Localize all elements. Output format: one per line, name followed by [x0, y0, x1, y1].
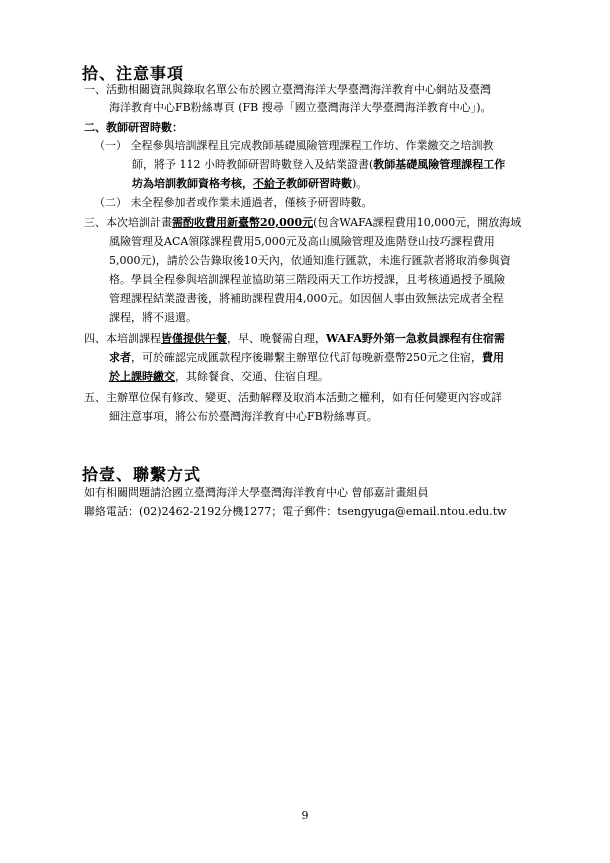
notice-item-2-sub-1-line-3 [132, 177, 367, 191]
contact-line-2: 聯絡電話：(02)2462-2192分機1277；電子郵件：tsengyuga@email.ntou.edu.tw [84, 505, 507, 518]
contact-line-1: 如有相關問題請洽國立臺灣海洋大學臺灣海洋教育中心 曾郁嘉計畫組員 [84, 486, 429, 499]
text-run: )。 [352, 177, 368, 190]
text-run: ，其餘餐食、交通、住宿自理。 [175, 370, 329, 383]
text-run: (包含WAFA課程費用10,000元，開放海域 [313, 216, 522, 229]
bold-text-run: 教師研習時數 [286, 177, 352, 190]
section-11-title: 拾壹、聯繫方式 [82, 465, 202, 484]
notice-item-5-line-1: 五、主辦單位保有修改、變更、活動解釋及取消本活動之權利，如有任何變更內容或詳 [84, 391, 502, 404]
notice-item-3-line-2: 風險管理及ACA領隊課程費用5,000元及高山風險管理及進階登山技巧課程費用 [109, 235, 495, 248]
section-10-title: 拾、注意事項 [82, 64, 185, 83]
page-number: 9 [301, 809, 309, 822]
text-run: ，可於確認完成匯款程序後聯繫主辦單位代訂每晚新臺幣250元之住宿， [131, 351, 482, 364]
notice-item-3-line-3: 5,000元)，請於公告錄取後10天內，依通知進行匯款，未進行匯款者將取消參與資 [109, 254, 511, 267]
notice-item-3-line-4: 格。學員全程參與培訓課程並協助第三階段兩天工作坊授課，且考核通過授予風險 [109, 273, 505, 286]
bold-text-run: 教師基礎風險管理課程工作 [373, 158, 506, 171]
text-run: ，早、晚餐需自理， [227, 332, 326, 345]
notice-item-5-line-2: 細注意事項，將公布於臺灣海洋教育中心FB粉絲專頁。 [109, 410, 378, 423]
text-run: 師，將予 112 小時教師研習時數登入及結業證書( [132, 158, 374, 171]
text-run: 四、本培訓課程 [84, 332, 161, 345]
notice-item-2-sub-1-line-2 [132, 158, 505, 172]
bold-text-run: WAFA野外第一急救員課程有住宿需 [326, 332, 505, 345]
fee-highlight: 需酌收費用新臺幣20,000元 [172, 216, 314, 229]
notice-item-4-line-1 [84, 332, 505, 346]
bold-text-run: 求者 [109, 351, 131, 364]
notice-item-2-sub-2: （二） 未全程參加者或作業未通過者，僅核予研習時數。 [94, 196, 373, 209]
notice-item-2-sub-1-line-1: （一） 全程參與培訓課程且完成教師基礎風險管理課程工作坊、作業繳交之培訓教 [94, 139, 494, 152]
notice-item-1-line-2: 海洋教育中心FB粉絲專頁 (FB 搜尋「國立臺灣海洋大學臺灣海洋教育中心」)。 [109, 101, 492, 114]
notice-item-3-line-6: 課程，將不退還。 [109, 311, 197, 324]
notice-item-3-line-1 [84, 216, 521, 230]
lunch-highlight: 皆僅提供午餐 [161, 332, 227, 345]
notice-item-1-line-1: 一、活動相關資訊與錄取名單公布於國立臺灣海洋大學臺灣海洋教育中心網站及臺灣 [84, 83, 491, 96]
payment-highlight: 於上課時繳交 [109, 370, 175, 383]
notice-item-2-heading: 二、教師研習時數： [84, 121, 183, 134]
text-run: 三、本次培訓計畫 [84, 216, 172, 229]
bold-text-run: 費用 [482, 351, 504, 364]
notice-item-4-line-2 [109, 351, 504, 365]
bold-text-run: 坊為培訓教師資格考核， [132, 177, 253, 190]
bold-underlined-text-run: 不給予 [253, 177, 286, 190]
notice-item-4-line-3 [109, 370, 329, 384]
notice-item-3-line-5: 管理課程結業證書後，將補助課程費用4,000元。如因個人事由致無法完成者全程 [109, 292, 504, 305]
